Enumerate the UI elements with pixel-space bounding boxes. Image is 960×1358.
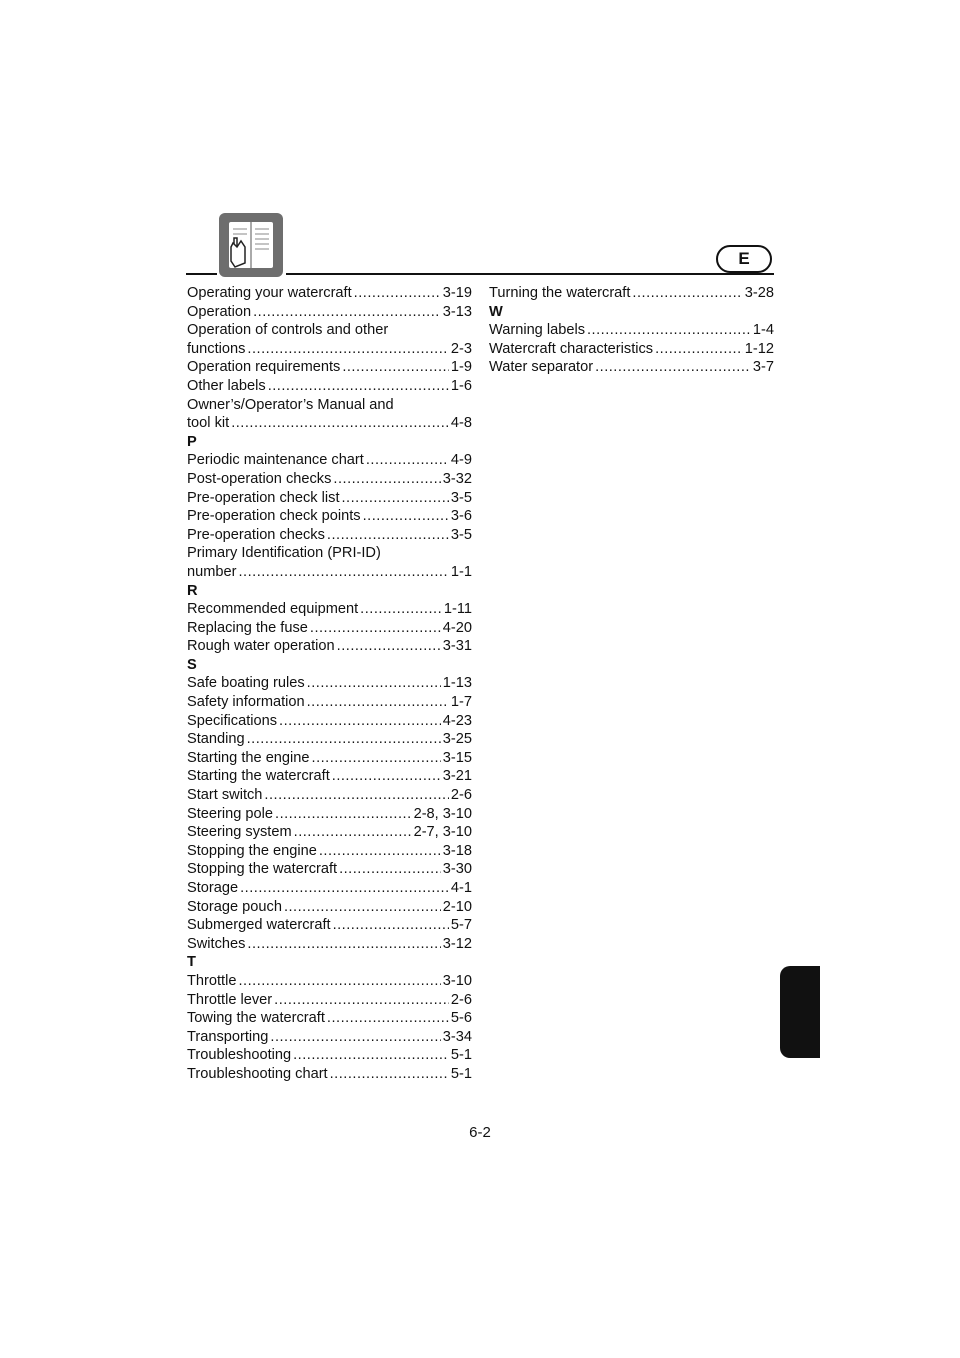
index-entry-term: functions xyxy=(187,340,246,357)
index-section-letter: P xyxy=(187,433,197,450)
index-entry xyxy=(187,1028,472,1047)
index-entry-page: 1-7 xyxy=(450,694,472,711)
index-entry-page: 3-18 xyxy=(442,842,472,859)
dot-leader xyxy=(238,563,448,582)
index-entry-term: Specifications xyxy=(187,712,278,729)
index-entry-page: 4-9 xyxy=(450,452,472,469)
index-entry-term: Safe boating rules xyxy=(187,675,305,692)
index-entry-term: Troubleshooting chart xyxy=(187,1065,328,1082)
index-entry xyxy=(187,358,472,377)
dot-leader xyxy=(337,637,441,656)
index-entry xyxy=(489,321,774,340)
index-entry-term: Storage pouch xyxy=(187,898,282,915)
index-entry-page: 5-7 xyxy=(450,917,472,934)
dot-leader xyxy=(247,340,448,359)
index-entry xyxy=(187,879,472,898)
index-entry-page: 3-10 xyxy=(442,972,472,989)
index-entry-page: 3-5 xyxy=(450,526,472,543)
dot-leader xyxy=(354,284,441,303)
index-entry xyxy=(187,730,472,749)
index-entry xyxy=(187,712,472,731)
index-entry-page: 1-12 xyxy=(744,340,774,357)
dot-leader xyxy=(655,340,743,359)
index-entry-page: 3-34 xyxy=(442,1028,472,1045)
dot-leader xyxy=(366,451,449,470)
index-entry-page: 3-30 xyxy=(442,861,472,878)
index-entry-term: Steering pole xyxy=(187,805,274,822)
index-entry xyxy=(187,991,472,1010)
index-entry xyxy=(187,674,472,693)
index-entry xyxy=(187,489,472,508)
index-entry-page: 5-1 xyxy=(450,1065,472,1082)
language-badge: E xyxy=(716,245,772,273)
index-entry-term: number xyxy=(187,563,237,580)
index-entry-term: Starting the engine xyxy=(187,749,310,766)
index-entry-page: 3-5 xyxy=(450,489,472,506)
index-entry-page: 3-25 xyxy=(442,731,472,748)
dot-leader xyxy=(247,935,440,954)
index-entry-term: Rough water operation xyxy=(187,638,335,655)
index-entry xyxy=(187,805,472,824)
index-entry-term: Troubleshooting xyxy=(187,1047,292,1064)
index-entry xyxy=(187,470,472,489)
index-entry xyxy=(187,823,472,842)
dot-leader xyxy=(307,693,449,712)
header-rule-right xyxy=(286,273,774,275)
index-entry xyxy=(187,563,472,582)
dot-leader xyxy=(332,767,441,786)
index-entry xyxy=(187,693,472,712)
index-entry-term: Stopping the engine xyxy=(187,842,317,859)
index-entry-term: tool kit xyxy=(187,415,230,432)
index-entry-page: 3-7 xyxy=(752,359,774,376)
index-entry-term: Safety information xyxy=(187,694,305,711)
dot-leader xyxy=(327,526,449,545)
index-entry-term: Throttle xyxy=(187,972,237,989)
index-entry-page: 3-13 xyxy=(442,303,472,320)
index-column-left xyxy=(187,284,472,1084)
dot-leader xyxy=(231,414,449,433)
index-entry-term: Storage xyxy=(187,880,239,896)
index-entry-page: 3-28 xyxy=(744,285,774,301)
dot-leader xyxy=(247,730,441,749)
index-entry-page: 4-8 xyxy=(450,415,472,432)
dot-leader xyxy=(274,991,449,1010)
index-entry xyxy=(187,414,472,433)
index-entry xyxy=(187,916,472,935)
index-entry-term: Pre-operation check points xyxy=(187,508,361,525)
index-entry xyxy=(489,340,774,359)
index-entry-page: 4-23 xyxy=(442,712,472,729)
index-entry xyxy=(187,842,472,861)
index-entry-term: Warning labels xyxy=(489,322,585,339)
index-entry-term: Submerged watercraft xyxy=(187,917,331,934)
dot-leader xyxy=(587,321,751,340)
index-entry-page: 1-13 xyxy=(442,675,472,692)
index-section-letter: W xyxy=(489,303,503,320)
dot-leader xyxy=(279,712,441,731)
index-entry xyxy=(187,451,472,470)
index-entry-term: Stopping the watercraft xyxy=(187,861,338,878)
dot-leader xyxy=(310,619,441,638)
dot-leader xyxy=(342,489,449,508)
index-entry-page: 2-10 xyxy=(442,898,472,915)
dot-leader xyxy=(339,860,441,879)
dot-leader xyxy=(333,916,449,935)
index-entry-term: Operating your watercraft xyxy=(187,285,352,301)
index-entry xyxy=(187,526,472,545)
index-entry-page: 1-6 xyxy=(450,377,472,394)
chapter-side-tab xyxy=(780,966,820,1058)
dot-leader xyxy=(270,1028,440,1047)
index-entry xyxy=(187,340,472,359)
index-entry xyxy=(187,284,472,303)
index-entry-term: Towing the watercraft xyxy=(187,1010,325,1027)
index-entry-page: 3-21 xyxy=(442,768,472,785)
dot-leader xyxy=(275,805,412,824)
index-entry xyxy=(187,637,472,656)
index-entry-term: Starting the watercraft xyxy=(187,768,330,785)
index-entry xyxy=(489,284,774,303)
index-entry-page: 2-7, 3-10 xyxy=(413,824,472,841)
dot-leader xyxy=(240,879,449,898)
index-section-letter: T xyxy=(187,954,196,971)
index-entry-continued: Operation of controls and other xyxy=(187,322,389,339)
index-entry xyxy=(187,1065,472,1084)
dot-leader xyxy=(312,749,441,768)
index-entry xyxy=(187,1046,472,1065)
dot-leader xyxy=(264,786,448,805)
index-entry xyxy=(187,898,472,917)
index-entry xyxy=(187,860,472,879)
dot-leader xyxy=(330,1065,449,1084)
index-entry-term: Throttle lever xyxy=(187,991,273,1008)
index-entry xyxy=(187,786,472,805)
index-entry-page: 3-32 xyxy=(442,470,472,487)
index-entry-term: Switches xyxy=(187,935,246,952)
index-entry-page: 2-6 xyxy=(450,991,472,1008)
index-entry xyxy=(187,972,472,991)
index-entry-term: Transporting xyxy=(187,1028,269,1045)
index-entry-page: 2-8, 3-10 xyxy=(413,805,472,822)
dot-leader xyxy=(363,507,449,526)
dot-leader xyxy=(595,358,751,377)
manual-hand-icon xyxy=(219,213,283,277)
index-entry-term: Watercraft characteristics xyxy=(489,340,654,357)
index-entry-page: 1-1 xyxy=(450,563,472,580)
dot-leader xyxy=(333,470,440,489)
index-entry-term: Steering system xyxy=(187,824,292,841)
index-entry-page: 4-1 xyxy=(450,880,472,896)
dot-leader xyxy=(307,674,441,693)
header-rule-left xyxy=(186,273,217,275)
index-entry xyxy=(187,619,472,638)
dot-leader xyxy=(342,358,449,377)
index-section-letter: S xyxy=(187,656,197,673)
index-entry-page: 1-9 xyxy=(450,359,472,376)
index-entry-term: Water separator xyxy=(489,359,594,376)
index-entry-term: Pre-operation check list xyxy=(187,489,340,506)
index-entry-term: Other labels xyxy=(187,377,266,394)
dot-leader xyxy=(360,600,442,619)
dot-leader xyxy=(632,284,742,303)
index-entry-page: 1-4 xyxy=(752,322,774,339)
index-entry xyxy=(187,377,472,396)
dot-leader xyxy=(238,972,440,991)
index-entry xyxy=(187,303,472,322)
index-entry-term: Operation requirements xyxy=(187,359,341,376)
index-entry-continued: Owner’s/Operator’s Manual and xyxy=(187,396,394,413)
dot-leader xyxy=(327,1009,449,1028)
index-entry-term: Post-operation checks xyxy=(187,470,332,487)
index-entry xyxy=(187,935,472,954)
index-entry-page: 5-1 xyxy=(450,1047,472,1064)
index-entry xyxy=(187,600,472,619)
index-entry-term: Start switch xyxy=(187,787,263,804)
dot-leader xyxy=(268,377,449,396)
index-entry-page: 2-6 xyxy=(450,787,472,804)
page-number: 6-2 xyxy=(469,1124,491,1141)
index-entry-page: 4-20 xyxy=(442,619,472,636)
index-entry-term: Periodic maintenance chart xyxy=(187,452,364,469)
index-entry-page: 2-3 xyxy=(450,340,472,357)
index-entry-page: 3-6 xyxy=(450,508,472,525)
index-entry-term: Recommended equipment xyxy=(187,601,359,618)
index-entry xyxy=(187,507,472,526)
index-entry-term: Turning the watercraft xyxy=(489,285,631,301)
index-entry-term: Standing xyxy=(187,731,245,748)
index-entry xyxy=(187,767,472,786)
index-entry-term: Operation xyxy=(187,303,252,320)
dot-leader xyxy=(293,1046,449,1065)
index-entry-term: Pre-operation checks xyxy=(187,526,325,543)
dot-leader xyxy=(284,898,441,917)
index-entry-page: 1-11 xyxy=(443,601,472,618)
index-section-letter: R xyxy=(187,582,198,599)
index-entry-page: 3-31 xyxy=(442,638,472,655)
index-entry-continued: Primary Identification (PRI-ID) xyxy=(187,545,381,562)
index-entry xyxy=(187,1009,472,1028)
index-column-right xyxy=(489,284,774,377)
index-entry xyxy=(489,358,774,377)
dot-leader xyxy=(319,842,441,861)
index-entry-page: 3-19 xyxy=(442,285,472,301)
index-entry-page: 3-15 xyxy=(442,749,472,766)
index-entry xyxy=(187,749,472,768)
dot-leader xyxy=(253,303,441,322)
index-entry-term: Replacing the fuse xyxy=(187,619,308,636)
dot-leader xyxy=(294,823,412,842)
index-entry-page: 3-12 xyxy=(442,935,472,952)
index-entry-page: 5-6 xyxy=(450,1010,472,1027)
